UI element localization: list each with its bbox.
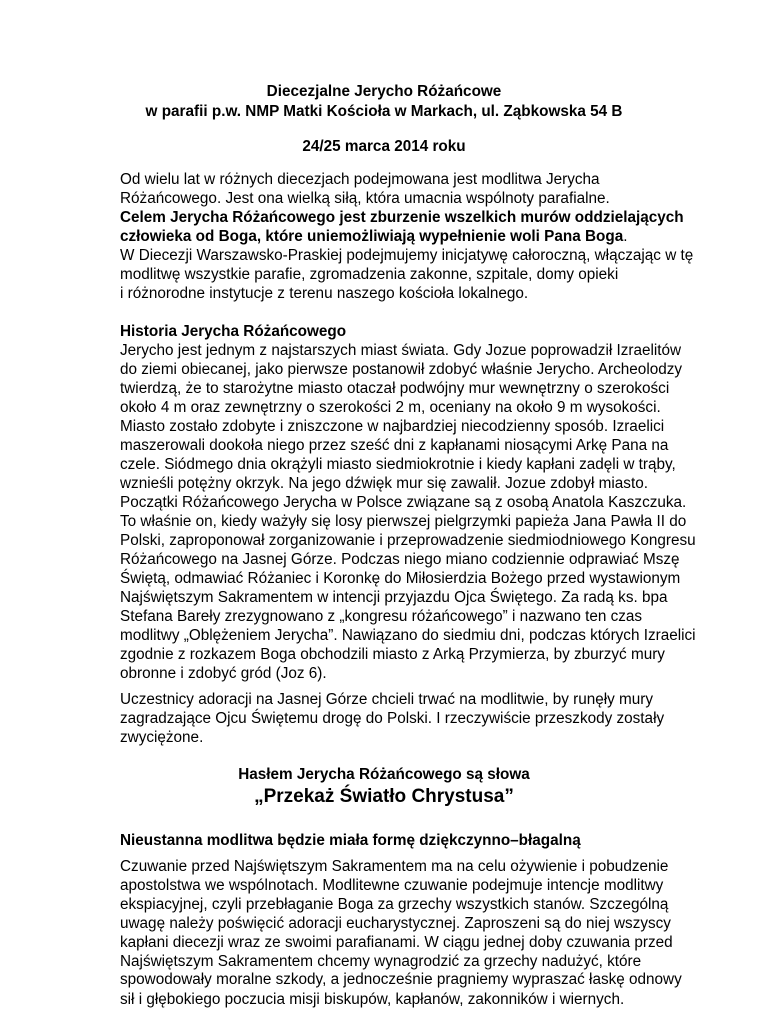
prayer-line: spowodowały moralne szkody, a jednocześnie pragniemy wypraszać łaskę odnowy	[120, 971, 682, 988]
participants-line: Uczestnicy adoracji na Jasnej Górze chcieli trwać na modlitwie, by runęły mury	[120, 691, 654, 708]
history-line: około 4 m oraz zewnętrzny o szerokości 2 m, oceniany na około 9 m wysokości.	[120, 399, 661, 416]
intro-line: Różańcowego. Jest ona wielką siłą, która umacnia wspólnoty parafialne.	[120, 190, 610, 207]
history-line: Stefana Bareły zrezygnowano z „kongresu różańcowego” i nazwano ten czas	[120, 608, 643, 625]
history-line: Różańcowego na Jasnej Górze. Podczas niego miano codziennie odprawiać Mszę	[120, 551, 680, 568]
history-line: zgodnie z rozkazem Boga obchodzili miasto z Arką Przymierza, by zburzyć mury	[120, 646, 665, 663]
history-heading: Historia Jerycha Różańcowego	[120, 323, 347, 340]
prayer-line: Czuwanie przed Najświętszym Sakramentem ma na celu ożywienie i pobudzenie	[120, 858, 669, 875]
document-subtitle: w parafii p.w. NMP Matki Kościoła w Markach, ul. Ząbkowska 54 B	[145, 103, 623, 120]
prayer-line: kapłani diecezji wraz ze swoimi parafianami. W ciągu jednej doby czuwania przed	[120, 934, 673, 951]
motto-slogan: „Przekaż Światło Chrystusa”	[254, 786, 514, 807]
history-line: obronne i zdobyć gród (Joz 6).	[120, 665, 327, 682]
prayer-line: Najświętszym Sakramentem chcemy wynagrodzić za grzechy nadużyć, które	[120, 953, 642, 970]
prayer-heading: Nieustanna modlitwa będzie miała formę dziękczynno–błagalną	[120, 832, 581, 849]
participants-line: zwyciężone.	[120, 729, 204, 746]
history-line: Początki Różańcowego Jerycha w Polsce związane są z osobą Anatola Kaszczuka.	[120, 494, 687, 511]
history-line: modlitwy „Oblężeniem Jerycha”. Nawiązano do siedmiu dni, podczas których Izraelici	[120, 627, 696, 644]
intro-line: Od wielu lat w różnych diecezjach podejmowana jest modlitwa Jerycha	[120, 171, 600, 188]
history-line: Miasto zostało zdobyte i zniszczone w najbardziej niecodzienny sposób. Izraelici	[120, 418, 665, 435]
history-line: To właśnie on, kiedy ważyły się losy pierwszej pielgrzymki papieża Jana Pawła II do	[120, 513, 687, 530]
history-line: twierdzą, że to starożytne miasto otaczał podwójny mur wewnętrzny o szerokości	[120, 380, 670, 397]
history-line: Jerycho jest jednym z najstarszych miast świata. Gdy Jozue poprowadził Izraelitów	[120, 342, 682, 359]
history-line: maszerowali dookoła niego przez sześć dni z kapłanami niosącymi Arkę Pana na	[120, 437, 669, 454]
participants-line: zagradzające Ojcu Świętemu drogę do Polski. I rzeczywiście przeszkody zostały	[120, 710, 665, 727]
history-line: czele. Siódmego dnia okrążyli miasto siedmiokrotnie i kiedy kapłani zadęli w trąby,	[120, 456, 676, 473]
intro-line: i różnorodne instytucje z terenu naszego kościoła lokalnego.	[120, 285, 529, 302]
intro-bold-line: człowieka od Boga, które uniemożliwiają wypełnienie woli Pana Boga	[120, 228, 624, 245]
intro-bold-line-end: .	[623, 228, 628, 245]
prayer-line: ekspiacyjnej, czyli przebłaganie Boga za grzechy wszystkich stanów. Szczególną	[120, 896, 669, 913]
prayer-line: apostolstwa we wspólnotach. Modlitewne czuwanie podejmuje intencje modlitwy	[120, 877, 664, 894]
history-line: wznieśli potężny okrzyk. Na jego dźwięk mur się zawalił. Jozue zdobył miasto.	[120, 475, 648, 492]
history-line: do ziemi obiecanej, jako pierwsze postanowił zdobyć właśnie Jerycho. Archeolodzy	[120, 361, 683, 378]
history-line: Świętą, odmawiać Różaniec i Koronkę do Miłosierdzia Bożego przed wystawionym	[120, 570, 681, 587]
intro-bold-line-wrap	[120, 227, 627, 247]
prayer-line: uwagę należy poświęcić adoracji eucharystycznej. Zaproszeni są do niej wszyscy	[120, 915, 671, 932]
history-line: Polski, zaproponował zorganizowanie i przeprowadzenie siedmiodniowego Kongresu	[120, 532, 696, 549]
motto-intro: Hasłem Jerycha Różańcowego są słowa	[238, 766, 530, 783]
intro-line: modlitwę wszystkie parafie, zgromadzenia zakonne, szpitale, domy opieki	[120, 266, 619, 283]
event-date: 24/25 marca 2014 roku	[302, 138, 466, 155]
document-title: Diecezjalne Jerycho Różańcowe	[266, 83, 502, 100]
history-line: Najświętszym Sakramentem w intencji przyjazdu Ojca Świętego. Za radą ks. bpa	[120, 589, 668, 606]
prayer-line: sił i głębokiego poczucia misji biskupów, kapłanów, zakonników i wiernych.	[120, 991, 625, 1008]
intro-line: W Diecezji Warszawsko-Praskiej podejmujemy inicjatywę całoroczną, włączając w tę	[120, 247, 694, 264]
intro-bold-line: Celem Jerycha Różańcowego jest zburzenie wszelkich murów oddzielających	[120, 209, 684, 226]
